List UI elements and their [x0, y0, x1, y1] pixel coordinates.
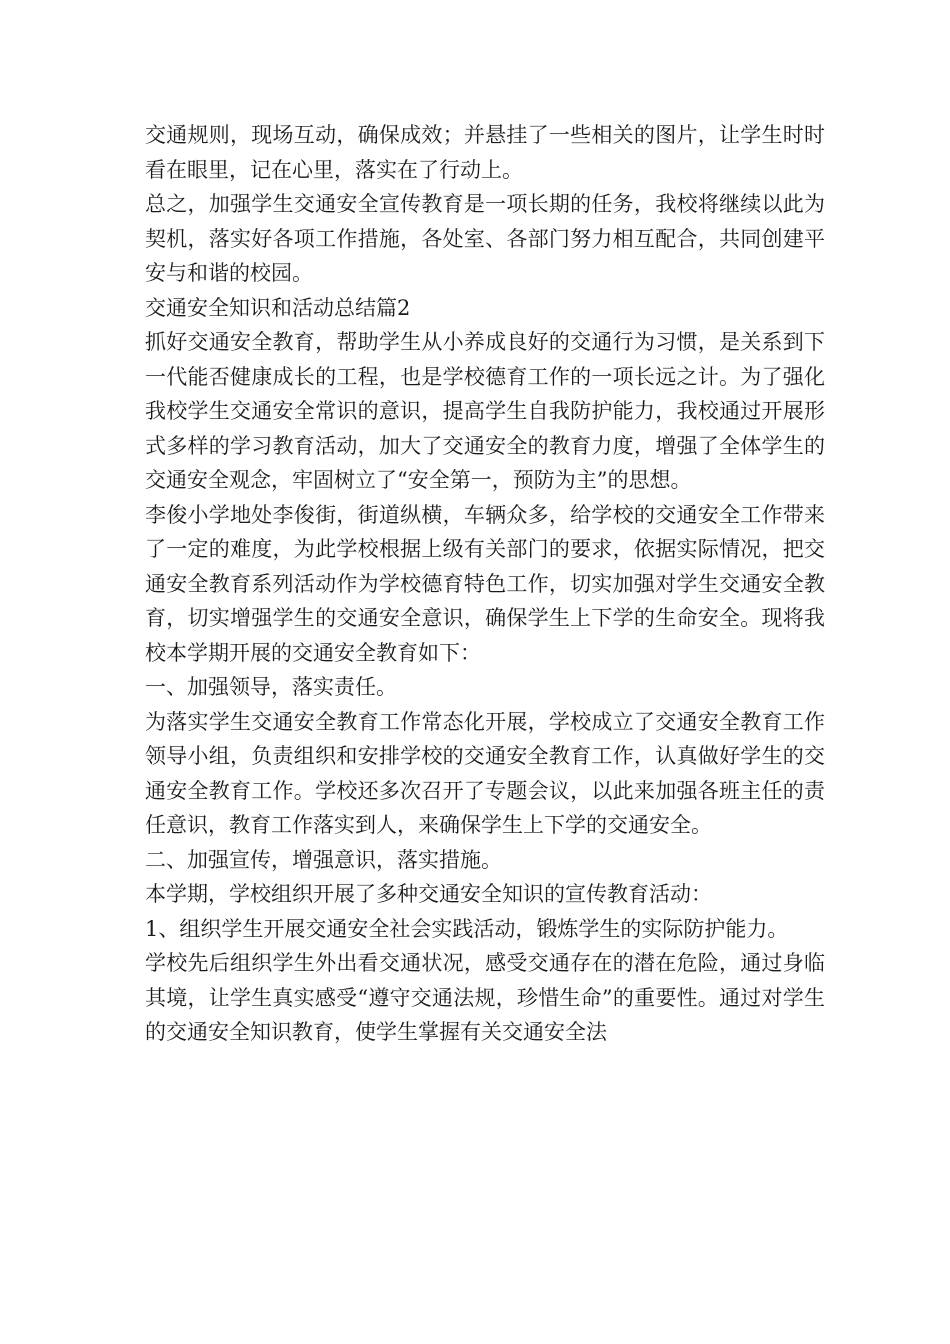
paragraph-conclusion: 总之，加强学生交通安全宣传教育是一项长期的任务，我校将继续以此为契机，落实好各项工作措施，各处室、各部门努力相互配合，共同创建平安与和谐的校园。 [145, 192, 825, 285]
subheading-two: 二、加强宣传，增强意识，落实措施。 [145, 847, 502, 872]
paragraph-body: 学校先后组织学生外出看交通状况，感受交通存在的潜在危险，通过身临其境，让学生真实感受“遵守交通法规，珍惜生命”的重要性。通过对学生的交通安全知识教育，使学生掌握有关交通安全法 [145, 951, 825, 1044]
list-item-one: 1、组织学生开展交通安全社会实践活动，锻炼学生的实际防护能力。 [145, 916, 789, 941]
paragraph-body: 李俊小学地处李俊街，街道纵横，车辆众多，给学校的交通安全工作带来了一定的难度，为此学校根据上级有关部门的要求，依据实际情况，把交通安全教育系列活动作为学校德育特色工作，切实加强对学生交通安全教育，切实增强学生的交通安全意识，确保学生上下学的生命安全。现将我校本学期开展的交通安全教育如下： [145, 502, 825, 665]
subheading-one: 一、加强领导，落实责任。 [145, 675, 397, 699]
paragraph-body: 为落实学生交通安全教育工作常态化开展，学校成立了交通安全教育工作领导小组，负责组织和安排学校的交通安全教育工作，认真做好学生的交通安全教育工作。学校还多次召开了专题会议，以此来加强各班主任的责任意识，教育工作落实到人，来确保学生上下学的交通安全。 [145, 709, 825, 837]
paragraph-body: 本学期，学校组织开展了多种交通安全知识的宣传教育活动： [145, 882, 712, 906]
paragraph-intro-continued: 交通规则，现场互动，确保成效；并悬挂了一些相关的图片，让学生时时看在眼里，记在心里，落实在了行动上。 [145, 123, 825, 182]
paragraph-body: 抓好交通安全教育，帮助学生从小养成良好的交通行为习惯，是关系到下一代能否健康成长的工程，也是学校德育工作的一项长远之计。为了强化我校学生交通安全常识的意识，提高学生自我防护能力，我校通过开展形式多样的学习教育活动，加大了交通安全的教育力度，增强了全体学生的交通安全观念，牢固树立了“安全第一，预防为主”的思想。 [145, 330, 825, 492]
section-heading: 交通安全知识和活动总结篇2 [145, 295, 411, 320]
document-page [145, 118, 825, 1050]
